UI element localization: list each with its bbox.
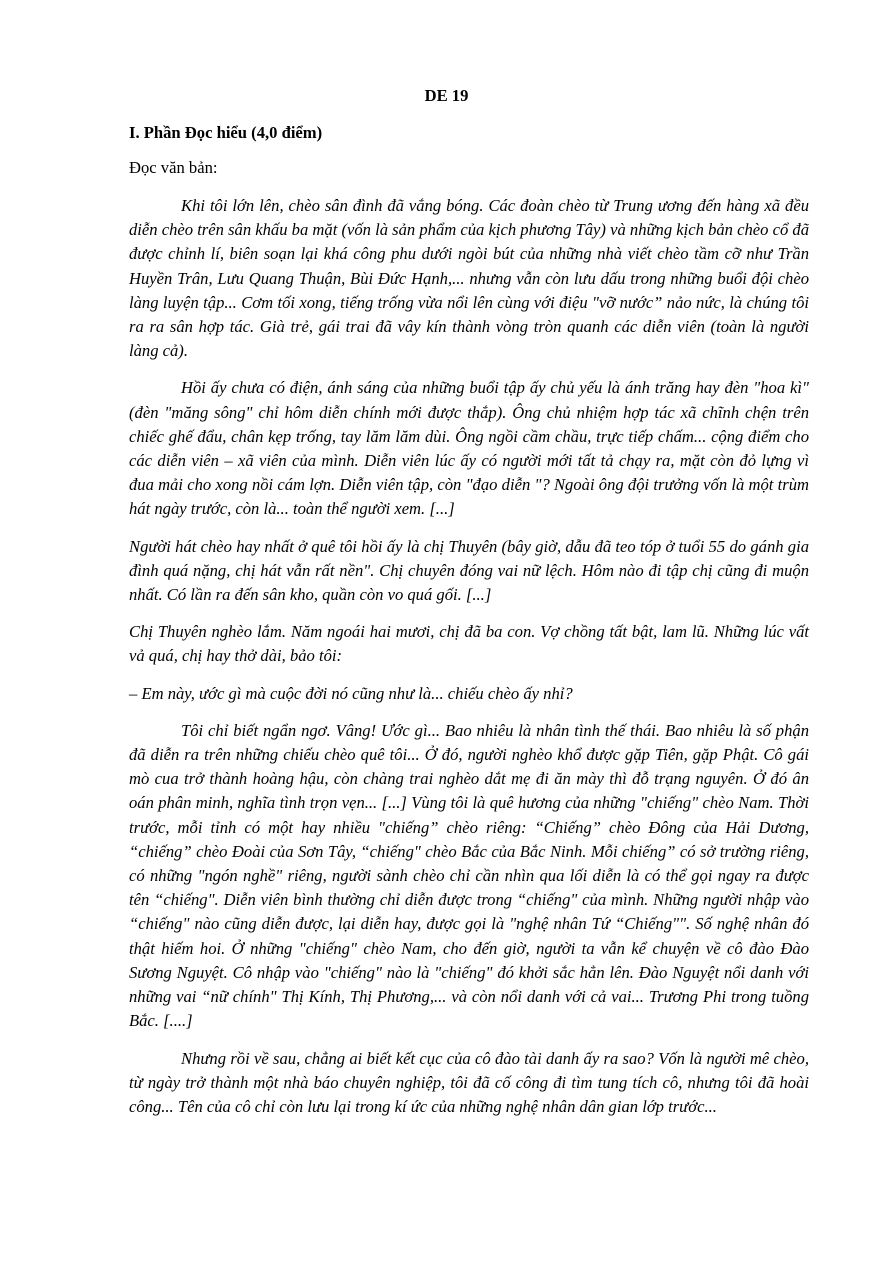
passage-paragraph-7: Nhưng rồi về sau, chẳng ai biết kết cục của cô đào tài danh ấy ra sao? Vốn là người mê chèo, từ ngày trở thành một nhà báo chuyên nghiệp, tôi đã cố công đi tìm tung tích cô, nhưng tôi đã hoài công... Tên của cô chỉ còn lưu lại trong kí ức của những nghệ nhân dân gian lớp trước... (129, 1048, 809, 1116)
reading-passage (129, 194, 809, 1119)
passage-paragraph-3: Người hát chèo hay nhất ở quê tôi hồi ấy là chị Thuyên (bây giờ, dẫu đã teo tóp ở tuổi 55 do gánh gia đình quá nặng, chị hát vẫn rất nền". Chị chuyên đóng vai nữ lệch. Hôm nào đi tập chị cũng đi muộn nhất. Có lần ra đến sân kho, quần còn vo quá gối. [...] (129, 536, 809, 605)
passage-paragraph-4: Chị Thuyên nghèo lắm. Năm ngoái hai mươi, chị đã ba con. Vợ chồng tất bật, lam lũ. Những lúc vất vả quá, chị hay thở dài, bảo tôi: (129, 622, 809, 666)
passage-dialogue-line: – Em này, ước gì mà cuộc đời nó cũng như là... chiếu chèo ấy nhỉ? (129, 683, 573, 703)
reading-intro: Đọc văn bản: (129, 158, 218, 177)
document-title: DE 19 (424, 86, 469, 105)
passage-paragraph-6: Tôi chỉ biết ngẩn ngơ. Vâng! Ước gì... Bao nhiêu là nhân tình thế thái. Bao nhiêu là số phận đã diễn ra trên những chiếu chèo quê tôi... Ở đó, người nghèo khổ được gặp Tiên, gặp Phật. Cô gái mò cua trở thành hoàng hậu, còn chàng trai nghèo dắt mẹ đi ăn mày thì đỗ trạng nguyên. Ở đó ân oán phân minh, nghĩa tình trọn vẹn... [...] Vùng tôi là quê hương của những "chiếng" chèo Nam. Thời trước, mỗi tỉnh có một hay nhiều "chiếng” chèo riêng: “Chiếng” chèo Đông của Hải Dương, “chiếng” chèo Đoài của Sơn Tây, “chiếng" chèo Bắc của Bắc Ninh. Mỗi chiếng” có sở trường riêng, có những "ngón nghề" riêng, người sành chèo chỉ cần nhìn qua lối diễn là có thể gọi ngay ra được tên “chiếng". Diễn viên bình thường chỉ diễn được trong “chiếng" của mình. Những người nhập vào “chiếng" nào cũng diễn được, lại diễn hay, được gọi là "nghệ nhân Tứ “Chiếng"". Số nghệ nhân đó thật hiếm hoi. Ở những "chiếng" chèo Nam, cho đến giờ, người ta vẫn kể chuyện về cô đào Đào Sương Nguyệt. Cô nhập vào "chiếng" nào là "chiếng" đó khởi sắc hẳn lên. Đào Nguyệt nổi danh với những vai “nữ chính" Thị Kính, Thị Phương,... và còn nổi danh với cả vai... Trương Phi trong tuồng Bắc. [....] (129, 720, 809, 1031)
section-heading: I. Phần Đọc hiểu (4,0 điểm) (129, 123, 323, 142)
passage-paragraph-2: Hồi ấy chưa có điện, ánh sáng của những buổi tập ấy chủ yếu là ánh trăng hay đèn "hoa kì" (đèn "măng sông" chỉ hôm diễn chính mới được thắp). Ông chủ nhiệm hợp tác xã chĩnh chện trên chiếc ghế đẩu, chân kẹp trống, tay lăm lăm dùi. Ông ngồi cầm chầu, trực tiếp chấm... cộng điểm cho các diễn viên – xã viên của mình. Diễn viên lúc ấy có người mới tất tả chạy ra, mặt còn đỏ lựng vì đua mải cho xong nồi cám lợn. Diễn viên tập, còn "đạo diễn "? Ngoài ông đội trưởng vốn là một trùm hát ngày trước, còn là... toàn thể người xem. [...] (129, 378, 809, 519)
passage-paragraph-1: Khi tôi lớn lên, chèo sân đình đã vắng bóng. Các đoàn chèo từ Trung ương đến hàng xã đều diễn chèo trên sân khấu ba mặt (vốn là sản phẩm của kịch phương Tây) và những kịch bản chèo cổ đã được chỉnh lí, biên soạn lại khá công phu dưới ngòi bút của những nhà viết chèo tầm cỡ như Trần Huyền Trân, Lưu Quang Thuận, Bùi Đức Hạnh,... nhưng vẫn còn lưu dấu trong những buổi đội chèo làng luyện tập... Cơm tối xong, tiếng trống vừa nổi lên cùng với điệu "vỡ nước” nảo nức, là chúng tôi ra ra sân hợp tác. Già trẻ, gái trai đã vây kín thành vòng tròn quanh các diễn viên (toàn là người làng cả). (129, 196, 809, 361)
